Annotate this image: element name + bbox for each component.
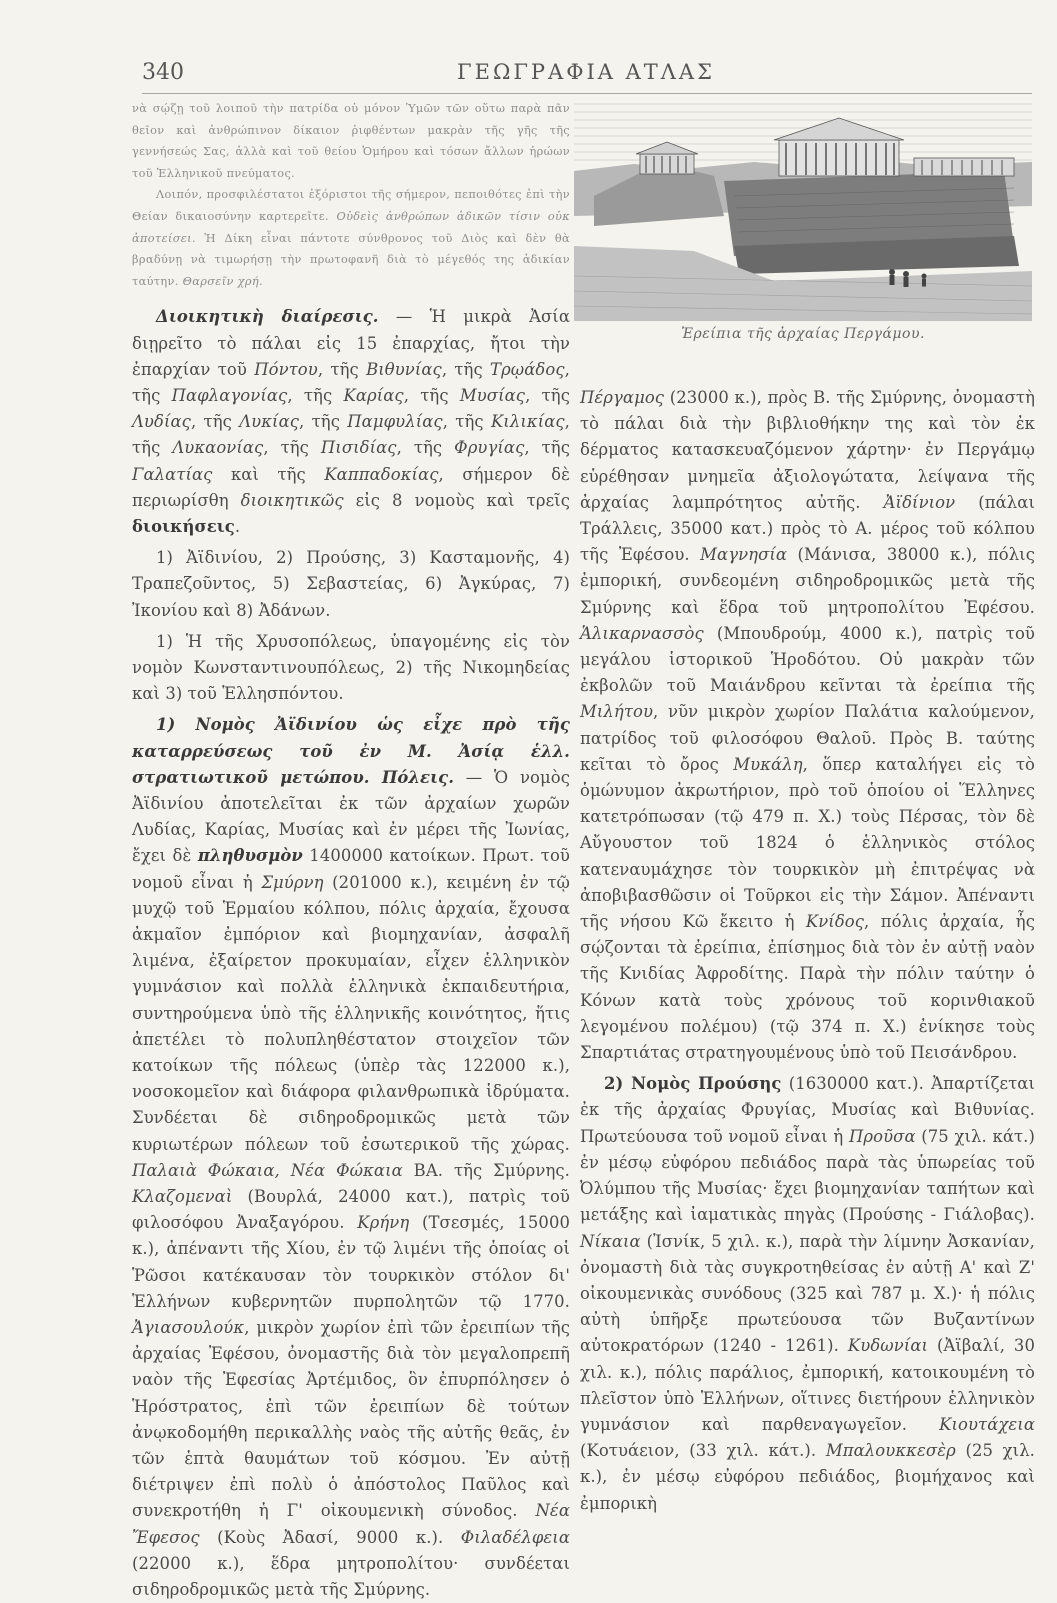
section-heading-prousa: 2) Νομὸς Προύσης	[604, 1074, 782, 1094]
administrations-list: 1) Ἡ τῆς Χρυσοπόλεως, ὑπαγομένης εἰς τὸν νομὸν Κωνσταντινουπόλεως, 2) τῆς Νικομηδείας καὶ 3) τοῦ Ἑλλησπόντου.	[132, 631, 570, 704]
pergamon-ruins-illustration	[574, 96, 1032, 321]
intro-paragraph-2: Λοιπόν, προσφιλέστατοι ἐξόριστοι τῆς σήμερον, πεποιθότες ἐπὶ τὴν Θείαν δικαιοσύνην καρτερεῖτε. Οὐδεὶς ἀνθρώπων ἀδικῶν τίσιν οὐκ ἀποτείσει. Ἡ Δίκη εἶναι πάντοτε σύνθρονος τοῦ Διὸς καὶ δὲν θὰ βραδύνῃ νὰ τιμωρήσῃ τὴν πρωτοφανῆ διὰ τὸ μέγεθός της ἀδικίαν ταύτην. Θαρσεῖν χρή.	[132, 188, 570, 288]
intro-paragraph-1: νὰ σῴζῃ τοῦ λοιποῦ τὴν πατρίδα οὐ μόνον Ὑμῶν τῶν οὕτω παρὰ πᾶν θεῖον καὶ ἀνθρώπινον δίκαιον ῥιφθέντων μακρὰν τῆς γῆς τῆς γεννήσεώς Σας, ἀλλὰ καὶ τοῦ θείου Ὁμήρου καὶ τόσων ἄλλων ἡρώων τοῦ Ἑλληνικοῦ πνεύματος.	[132, 102, 570, 180]
pergamos-paragraph: Πέργαμος (23000 κ.), πρὸς Β. τῆς Σμύρνης, ὀνομαστὴ τὸ πάλαι διὰ τὴν βιβλιοθήκην της καὶ τὸν ἐκ δέρματος κατασκευαζόμενον χάρτην· ἐν Περγάμῳ εὑρέθησαν μνημεῖα ἀξιολογώτατα, λείψανα τῆς ἀρχαίας λαμπρότητος αὐτῆς. Ἀϊδίνιον (πάλαι Τράλλεις, 35000 κατ.) πρὸς τὸ Α. μέρος τοῦ κόλπου τῆς Ἐφέσου. Μαγνησία (Μάνισα, 38000 κ.), πόλις ἐμπορική, συνδεομένη σιδηροδρομικῶς μετὰ τῆς Σμύρνης καὶ ἕδρα τοῦ μητροπολίτου Ἐφέσου. Ἁλικαρνασσὸς (Μπουδρούμ, 4000 κ.), πατρὶς τοῦ μεγάλου ἱστορικοῦ Ἡροδότου. Οὐ μακρὰν τῶν ἐκβολῶν τοῦ Μαιάνδρου κεῖνται τὰ ἐρείπια τῆς Μιλήτου, νῦν μικρὸν χωρίον Παλάτια καλούμενον, πατρίδος τοῦ φιλοσόφου Θαλοῦ. Πρὸς Β. ταύτης κεῖται τὸ ὄρος Μυκάλη, ὅπερ καταλήγει εἰς τὸ ὁμώνυμον ἀκρωτήριον, πρὸ τοῦ ὁποίου οἱ Ἕλληνες κατετρόπωσαν (τῷ 479 π. Χ.) τοὺς Πέρσας, τὸν δὲ Αὔγουστον τοῦ 1824 ὁ ἑλληνικὸς στόλος κατεναυμάχησε τὸν τουρκικὸν μὴ ἐπιτρέψας νὰ ἀποβιβασθῶσιν οἱ Τοῦρκοι εἰς τὴν Σάμον. Ἀπέναντι τῆς νήσου Κῶ ἔκειτο ἡ Κνίδος, πόλις ἀρχαία, ἧς σῴζονται τὰ ἐρείπια, ἐπίσημος διὰ τὸν ἐν αὐτῇ ναὸν τῆς Κνιδίας Ἀφροδίτης. Παρὰ τὴν πόλιν ταύτην ὁ Κόνων κατὰ τοὺς χρόνους τοῦ κορινθιακοῦ λεγομένου πολέμου) (τῷ 374 π. Χ.) ἐνίκησε τοὺς Σπαρτιάτας στρατηγουμένους ὑπὸ τοῦ Πεισάνδρου.	[580, 388, 1036, 1063]
header-rule	[142, 93, 1032, 94]
intro-closing: Θαρσεῖν χρή.	[182, 274, 263, 288]
aidinion-prefecture-paragraph: 1) Νομὸς Ἀϊδινίου ὡς εἶχε πρὸ τῆς καταρρεύσεως τοῦ ἐν Μ. Ἀσίᾳ ἑλλ. στρατιωτικοῦ μετώπου. Πόλεις. — Ὁ νομὸς Ἀϊδινίου ἀποτελεῖται ἐκ τῶν ἀρχαίων χωρῶν Λυδίας, Καρίας, Μυσίας καὶ ἐν μέρει τῆς Ἰωνίας, ἔχει δὲ πληθυσμὸν 1400000 κατοίκων. Πρωτ. τοῦ νομοῦ εἶναι ἡ Σμύρνη (201000 κ.), κειμένη ἐν τῷ μυχῷ τοῦ Ἑρμαίου κόλπου, πόλις ἀρχαία, ἔχουσα ἀκμαῖον ἐμπόριον καὶ βιομηχανίαν, ἀσφαλῆ λιμένα, ἐξαίρετον προκυμαίαν, εἶχεν ἑλληνικὸν γυμνάσιον καὶ πολλὰ ἑλληνικὰ ἐκπαιδευτήρια, συντηρούμενα ὑπὸ τῆς ἑλληνικῆς κοινότητος, ἥτις ἀπετέλει τὸ πολυπληθέστατον στοιχεῖον τῶν κατοίκων τῆς πόλεως (ὑπὲρ τὰς 122000 κ.), νοσοκομεῖον καὶ διάφορα φιλανθρωπικὰ ἱδρύματα. Συνδέεται δὲ σιδηροδρομικῶς μετὰ τῶν κυριωτέρων πόλεων τοῦ ἐσωτερικοῦ τῆς χώρας. Παλαιὰ Φώκαια, Νέα Φώκαια ΒΑ. τῆς Σμύρνης. Κλαζομεναὶ (Βουρλά, 24000 κατ.), πατρὶς τοῦ φιλοσόφου Ἀναξαγόρου. Κρήνη (Τσεσμές, 15000 κ.), ἀπέναντι τῆς Χίου, ἐν τῷ λιμένι τῆς ὁποίας οἱ Ῥῶσοι κατέκαυσαν τὸν τουρκικὸν στόλον δι' Ἑλλήνων κυβερνητῶν πυρπολητῶν τῷ 1770. Ἀγιασουλούκ, μικρὸν χωρίον ἐπὶ τῶν ἐρειπίων τῆς ἀρχαίας Ἐφέσου, ὀνομαστῆς διὰ τὸν μεγαλοπρεπῆ ναὸν τῆς Ἐφεσίας Ἀρτέμιδος, ὃν ἐπυρπόλησεν ὁ Ἡρόστρατος, ἐπὶ τῶν ἐρειπίων δὲ τούτων ἀνῳκοδομήθη περικαλλὴς ναὸς τῆς αὐτῆς θεᾶς, ἐν τῶν ἑπτὰ θαυμάτων τοῦ κόσμου. Ἐν αὐτῇ διέτριψεν ἐπὶ πολὺ ὁ ἀπόστολος Παῦλος καὶ συνεκροτήθη ἡ Γ' οἰκουμενικὴ σύνοδος. Νέα Ἔφεσος (Κοὺς Ἀδασί, 9000 κ.). Φιλαδέλφεια (22000 κ.), ἕδρα μητροπολίτου· συνδέεται σιδηροδρομικῶς μετὰ τῆς Σμύρνης.	[132, 715, 571, 1600]
left-column	[132, 98, 571, 1600]
running-title: ΓΕΩΓΡΑΦΙΑ ΑΤΛΑΣ	[457, 60, 715, 84]
right-stoa	[914, 158, 1014, 176]
section-heading-aidinion: 1) Νομὸς Ἀϊδινίου ὡς εἶχε πρὸ τῆς καταρρεύσεως τοῦ ἐν Μ. Ἀσίᾳ ἑλλ. στρατιωτικοῦ μετώπου. Πόλεις.	[132, 715, 570, 787]
administrative-division-paragraph: Διοικητικὴ διαίρεσις. — Ἡ μικρὰ Ἀσία διῃρεῖτο τὸ πάλαι εἰς 15 ἐπαρχίας, ἤτοι τὴν ἐπαρχίαν τοῦ Πόντου, τῆς Βιθυνίας, τῆς Τρῳάδος, τῆς Παφλαγονίας, τῆς Καρίας, τῆς Μυσίας, τῆς Λυδίας, τῆς Λυκίας, τῆς Παμφυλίας, τῆς Κιλικίας, τῆς Λυκαονίας, τῆς Πισιδίας, τῆς Φρυγίας, τῆς Γαλατίας καὶ τῆς Καππαδοκίας, σήμερον δὲ περιωρίσθη διοικητικῶς εἰς 8 νομοὺς καὶ τρεῖς διοικήσεις.	[132, 307, 571, 536]
section-heading-administrative-division: Διοικητικὴ διαίρεσις.	[156, 307, 379, 327]
right-column	[580, 385, 1036, 1513]
page-number: 340	[142, 60, 184, 85]
prefectures-list: 1) Ἀϊδινίου, 2) Προύσης, 3) Κασταμονῆς, 4) Τραπεζοῦντος, 5) Σεβαστείας, 6) Ἀγκύρας, 7) Ἰκονίου καὶ 8) Ἀδάνων.	[132, 548, 570, 620]
pergamon-ruins-figure	[574, 96, 1032, 382]
page-header	[142, 58, 1030, 92]
figure-caption: Ἐρείπια τῆς ἀρχαίας Περγάμου.	[681, 326, 925, 342]
intro-quote: Οὐδεὶς ἀνθρώπων ἀδικῶν τίσιν οὐκ ἀποτείσει.	[132, 209, 570, 245]
prousa-prefecture-paragraph: 2) Νομὸς Προύσης (1630000 κατ.). Ἀπαρτίζεται ἐκ τῆς ἀρχαίας Φρυγίας, Μυσίας καὶ Βιθυνίας. Πρωτεύουσα τοῦ νομοῦ εἶναι ἡ Προῦσα (75 χιλ. κάτ.) ἐν μέσῳ εὐφόρου πεδιάδος παρὰ τὰς ὑπωρείας τοῦ Ὀλύμπου τῆς Μυσίας· ἔχει βιομηχανίαν ταπήτων καὶ μετάξης καὶ ἰαματικὰς πηγὰς (Προύσης - Γιάλοβας). Νίκαια (Ἰσνίκ, 5 χιλ. κ.), παρὰ τὴν λίμνην Ἀσκανίαν, ὀνομαστὴ διὰ τὰς συγκροτηθείσας ἐν αὐτῇ Α' καὶ Ζ' οἰκουμενικὰς συνόδους (325 καὶ 787 μ. Χ.)· ἡ πόλις αὐτὴ ὑπῆρξε πρωτεύουσα τῶν Βυζαντίνων αὐτοκρατόρων (1240 - 1261). Κυδωνίαι (Ἀϊβαλί, 30 χιλ. κ.), πόλις παράλιος, ἐμπορική, κατοικουμένη τὸ πλεῖστον ὑπὸ Ἑλλήνων, οἵτινες διετήρουν ἑλληνικὸν γυμνάσιον καὶ παρθεναγωγεῖον. Κιουτάχεια (Κοτυάειον, (33 χιλ. κάτ.). Μπαλουκκεσὲρ (25 χιλ. κ.), ἐν μέσῳ εὐφόρου πεδιάδος, βιομήχανος καὶ ἐμπορικὴ	[580, 1074, 1036, 1513]
